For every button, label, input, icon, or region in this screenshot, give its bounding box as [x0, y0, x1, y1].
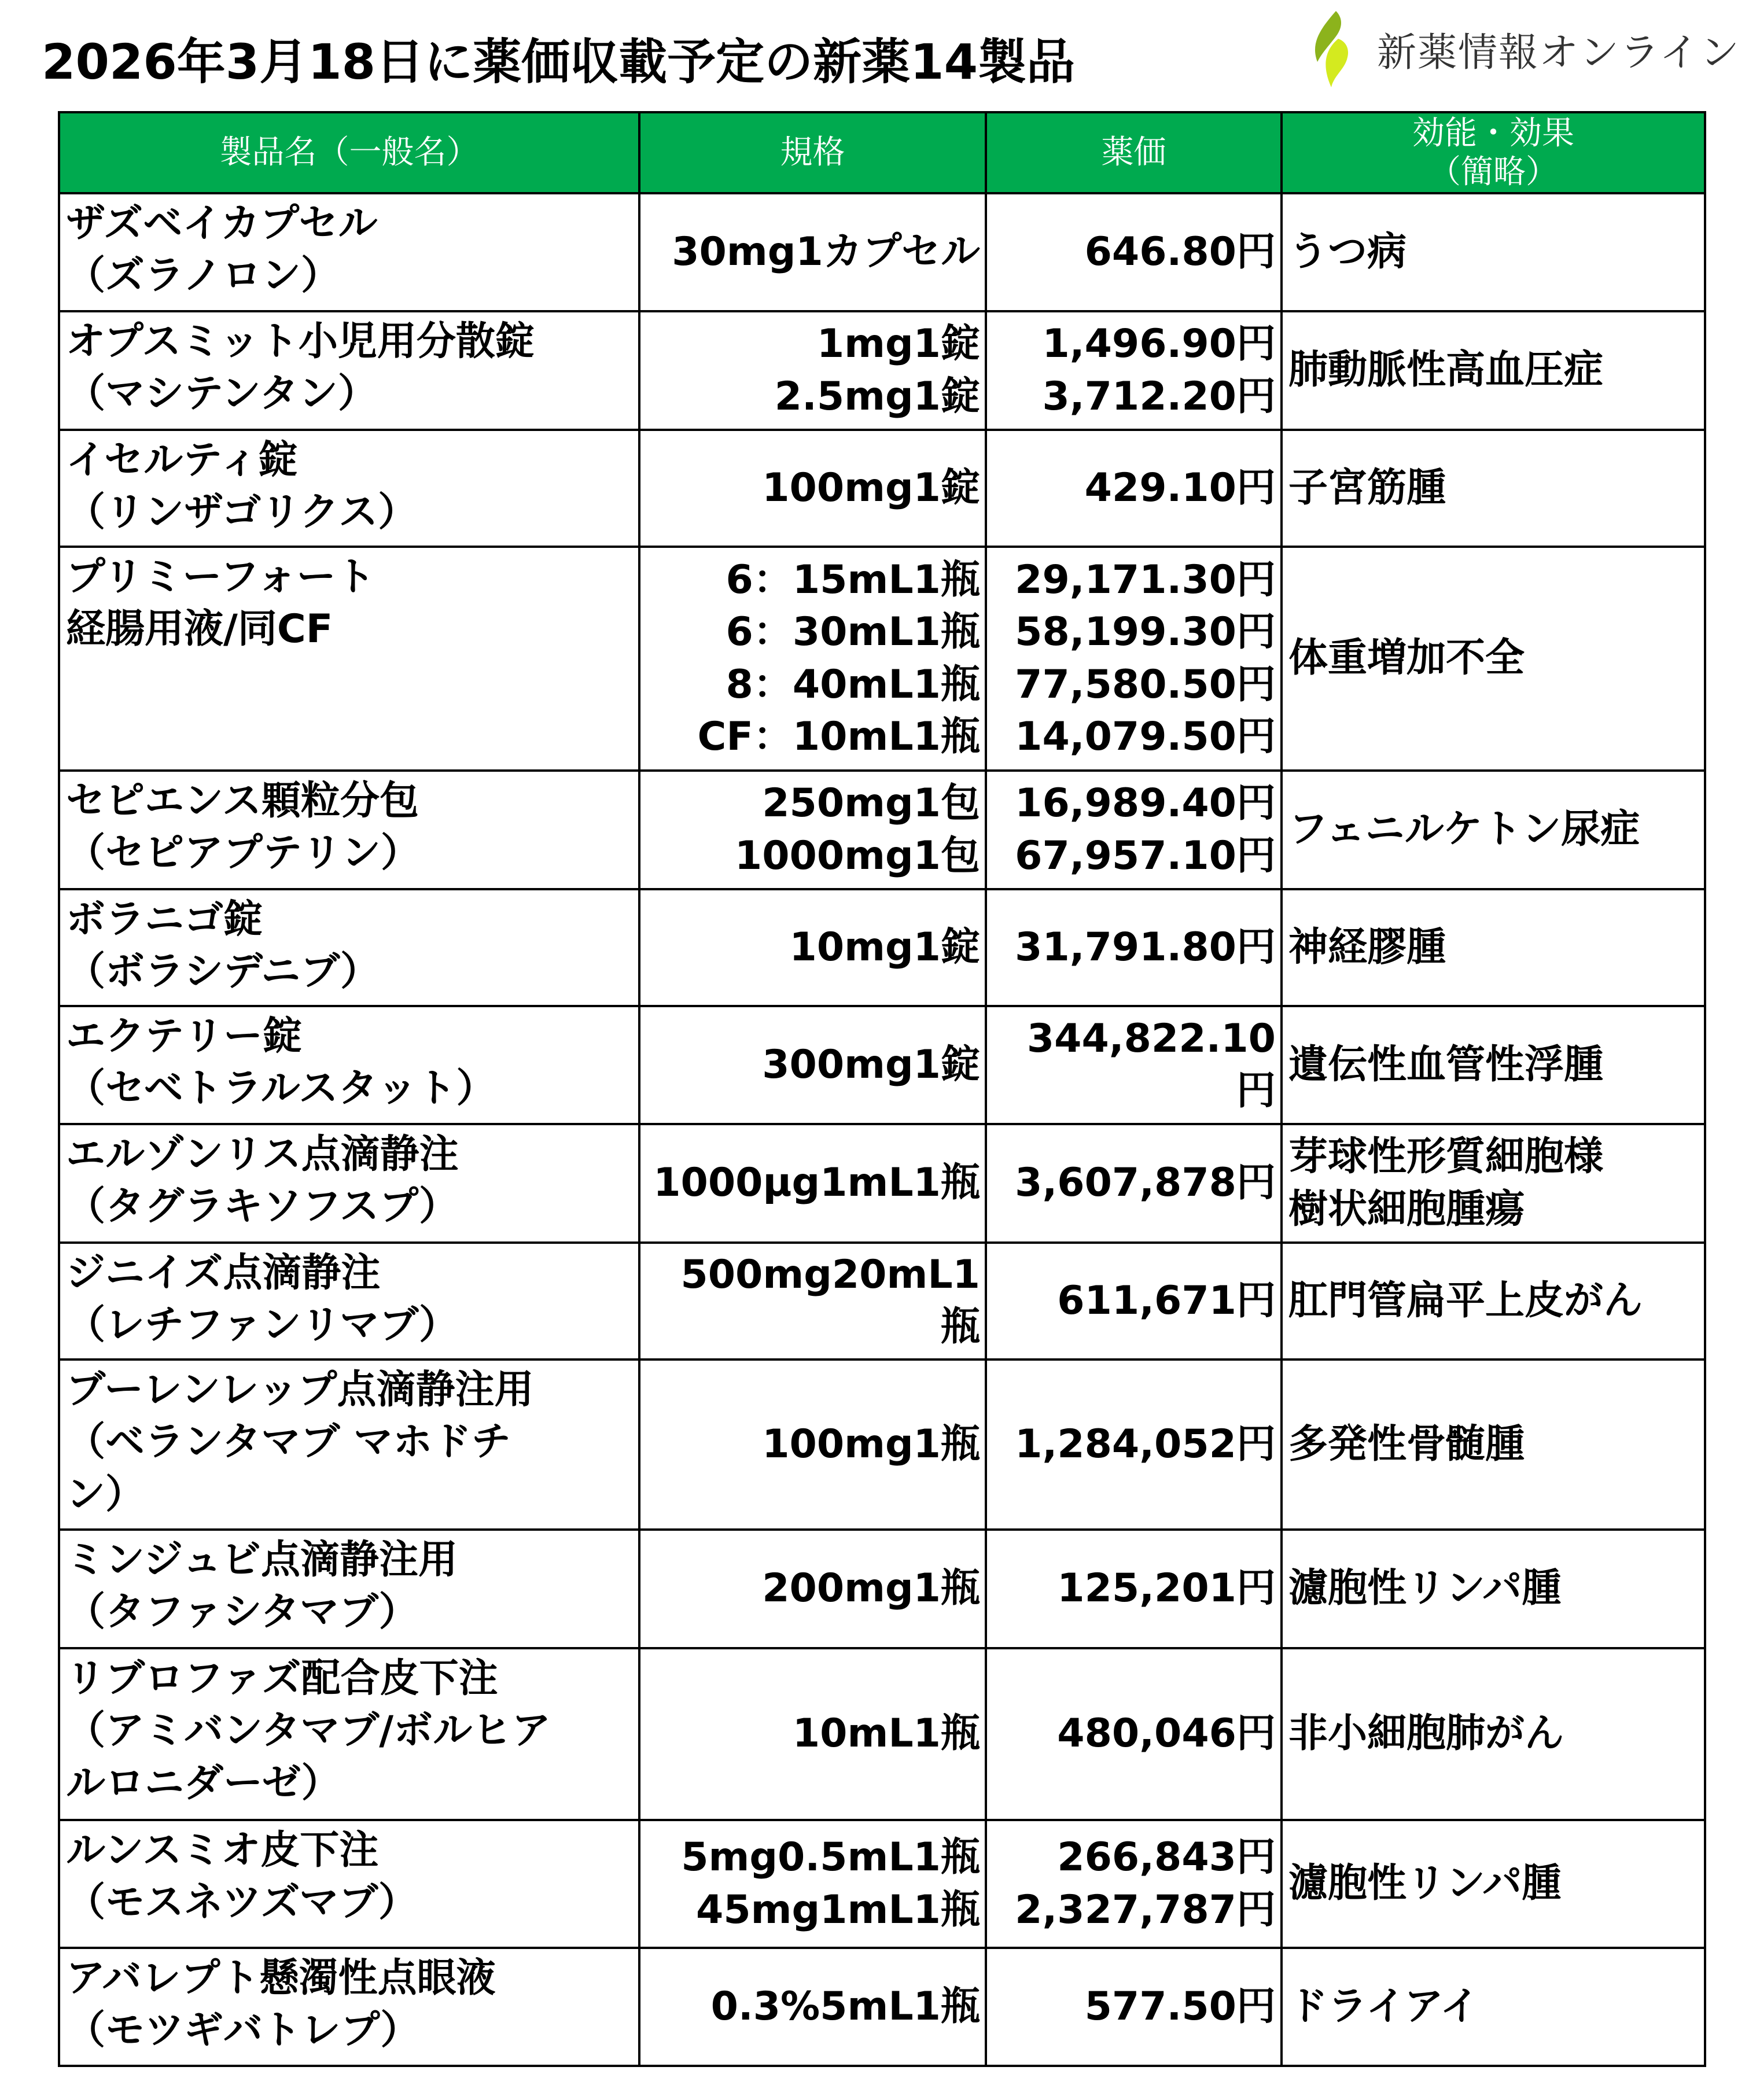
price-cell: 31,791.80円 — [986, 889, 1282, 1006]
price-cell: 577.50円 — [986, 1948, 1282, 2066]
spec-cell: 30mg1カプセル — [639, 193, 986, 311]
table-row — [59, 1124, 1705, 1243]
table-row — [59, 1948, 1705, 2066]
product-name-cell: ジニイズ点滴静注 （レチファンリマブ） — [59, 1243, 639, 1360]
price-cell: 1,284,052円 — [986, 1360, 1282, 1530]
price-cell: 16,989.40円 67,957.10円 — [986, 771, 1282, 889]
table-row — [59, 889, 1705, 1006]
product-name-cell: セピエンス顆粒分包 （セピアプテリン） — [59, 771, 639, 889]
product-name-cell: リブロファズ配合皮下注 （アミバンタマブ/ボルヒア ルロニダーゼ） — [59, 1648, 639, 1820]
eff-cell: フェニルケトン尿症 — [1282, 771, 1705, 889]
eff-cell: 芽球性形質細胞様 樹状細胞腫瘍 — [1282, 1124, 1705, 1243]
spec-cell: 250mg1包 1000mg1包 — [639, 771, 986, 889]
spec-cell: 10mL1瓶 — [639, 1648, 986, 1820]
table-row — [59, 1820, 1705, 1948]
leaf-icon — [1308, 9, 1360, 90]
header-spec: 規格 — [639, 112, 986, 193]
eff-cell: うつ病 — [1282, 193, 1705, 311]
spec-cell: 100mg1瓶 — [639, 1360, 986, 1530]
table-row — [59, 1648, 1705, 1820]
product-name-cell: イセルティ錠 （リンザゴリクス） — [59, 430, 639, 547]
brand-name: 新薬情報オンライン — [1377, 30, 1740, 76]
table-row — [59, 311, 1705, 430]
price-cell: 344,822.10円 — [986, 1006, 1282, 1124]
spec-cell: 6：15mL1瓶 6：30mL1瓶 8：40mL1瓶 CF：10mL1瓶 — [639, 547, 986, 771]
eff-cell: 非小細胞肺がん — [1282, 1648, 1705, 1820]
table-row — [59, 771, 1705, 889]
header-price: 薬価 — [986, 112, 1282, 193]
spec-cell: 1000μg1mL1瓶 — [639, 1124, 986, 1243]
price-cell: 125,201円 — [986, 1530, 1282, 1648]
price-cell: 29,171.30円 58,199.30円 77,580.50円 14,079.50円 — [986, 547, 1282, 771]
table-row — [59, 430, 1705, 547]
new-drug-price-table — [58, 111, 1706, 2067]
table-row — [59, 547, 1705, 771]
table-row — [59, 1243, 1705, 1360]
spec-cell: 200mg1瓶 — [639, 1530, 986, 1648]
table-row — [59, 193, 1705, 311]
spec-cell: 500mg20mL1瓶 — [639, 1243, 986, 1360]
product-name-cell: アバレプト懸濁性点眼液 （モツギバトレプ） — [59, 1948, 639, 2066]
price-cell: 266,843円 2,327,787円 — [986, 1820, 1282, 1948]
price-cell: 480,046円 — [986, 1648, 1282, 1820]
spec-cell: 1mg1錠 2.5mg1錠 — [639, 311, 986, 430]
product-name-cell: ザズベイカプセル （ズラノロン） — [59, 193, 639, 311]
table-row — [59, 1006, 1705, 1124]
price-cell: 646.80円 — [986, 193, 1282, 311]
spec-cell: 300mg1錠 — [639, 1006, 986, 1124]
table-row — [59, 1360, 1705, 1530]
product-name-cell: ルンスミオ皮下注 （モスネツズマブ） — [59, 1820, 639, 1948]
spec-cell: 100mg1錠 — [639, 430, 986, 547]
eff-cell: 多発性骨髄腫 — [1282, 1360, 1705, 1530]
price-cell: 1,496.90円 3,712.20円 — [986, 311, 1282, 430]
header-effect: 効能・効果 （簡略） — [1282, 112, 1705, 193]
table-row — [59, 1530, 1705, 1648]
brand-logo — [1308, 9, 1740, 90]
product-name-cell: オプスミット小児用分散錠 （マシテンタン） — [59, 311, 639, 430]
eff-cell: 肛門管扁平上皮がん — [1282, 1243, 1705, 1360]
product-name-cell: エクテリー錠 （セベトラルスタット） — [59, 1006, 639, 1124]
spec-cell: 10mg1錠 — [639, 889, 986, 1006]
eff-cell: 濾胞性リンパ腫 — [1282, 1820, 1705, 1948]
eff-cell: 神経膠腫 — [1282, 889, 1705, 1006]
eff-cell: ドライアイ — [1282, 1948, 1705, 2066]
product-name-cell: ボラニゴ錠 （ボラシデニブ） — [59, 889, 639, 1006]
price-cell: 611,671円 — [986, 1243, 1282, 1360]
spec-cell: 0.3%5mL1瓶 — [639, 1948, 986, 2066]
spec-cell: 5mg0.5mL1瓶 45mg1mL1瓶 — [639, 1820, 986, 1948]
header-product-name: 製品名（一般名） — [59, 112, 639, 193]
eff-cell: 濾胞性リンパ腫 — [1282, 1530, 1705, 1648]
price-cell: 3,607,878円 — [986, 1124, 1282, 1243]
product-name-cell: エルゾンリス点滴静注 （タグラキソフスプ） — [59, 1124, 639, 1243]
product-name-cell: ミンジュビ点滴静注用 （タファシタマブ） — [59, 1530, 639, 1648]
price-cell: 429.10円 — [986, 430, 1282, 547]
eff-cell: 遺伝性血管性浮腫 — [1282, 1006, 1705, 1124]
eff-cell: 体重増加不全 — [1282, 547, 1705, 771]
product-name-cell: プリミーフォート 経腸用液/同CF — [59, 547, 639, 771]
eff-cell: 肺動脈性高血圧症 — [1282, 311, 1705, 430]
product-name-cell: ブーレンレップ点滴静注用 （ベランタマブ マホドチ ン） — [59, 1360, 639, 1530]
page-title: 2026年3月18日に薬価収載予定の新薬14製品 — [42, 34, 1076, 90]
eff-cell: 子宮筋腫 — [1282, 430, 1705, 547]
table-header — [59, 112, 1705, 193]
